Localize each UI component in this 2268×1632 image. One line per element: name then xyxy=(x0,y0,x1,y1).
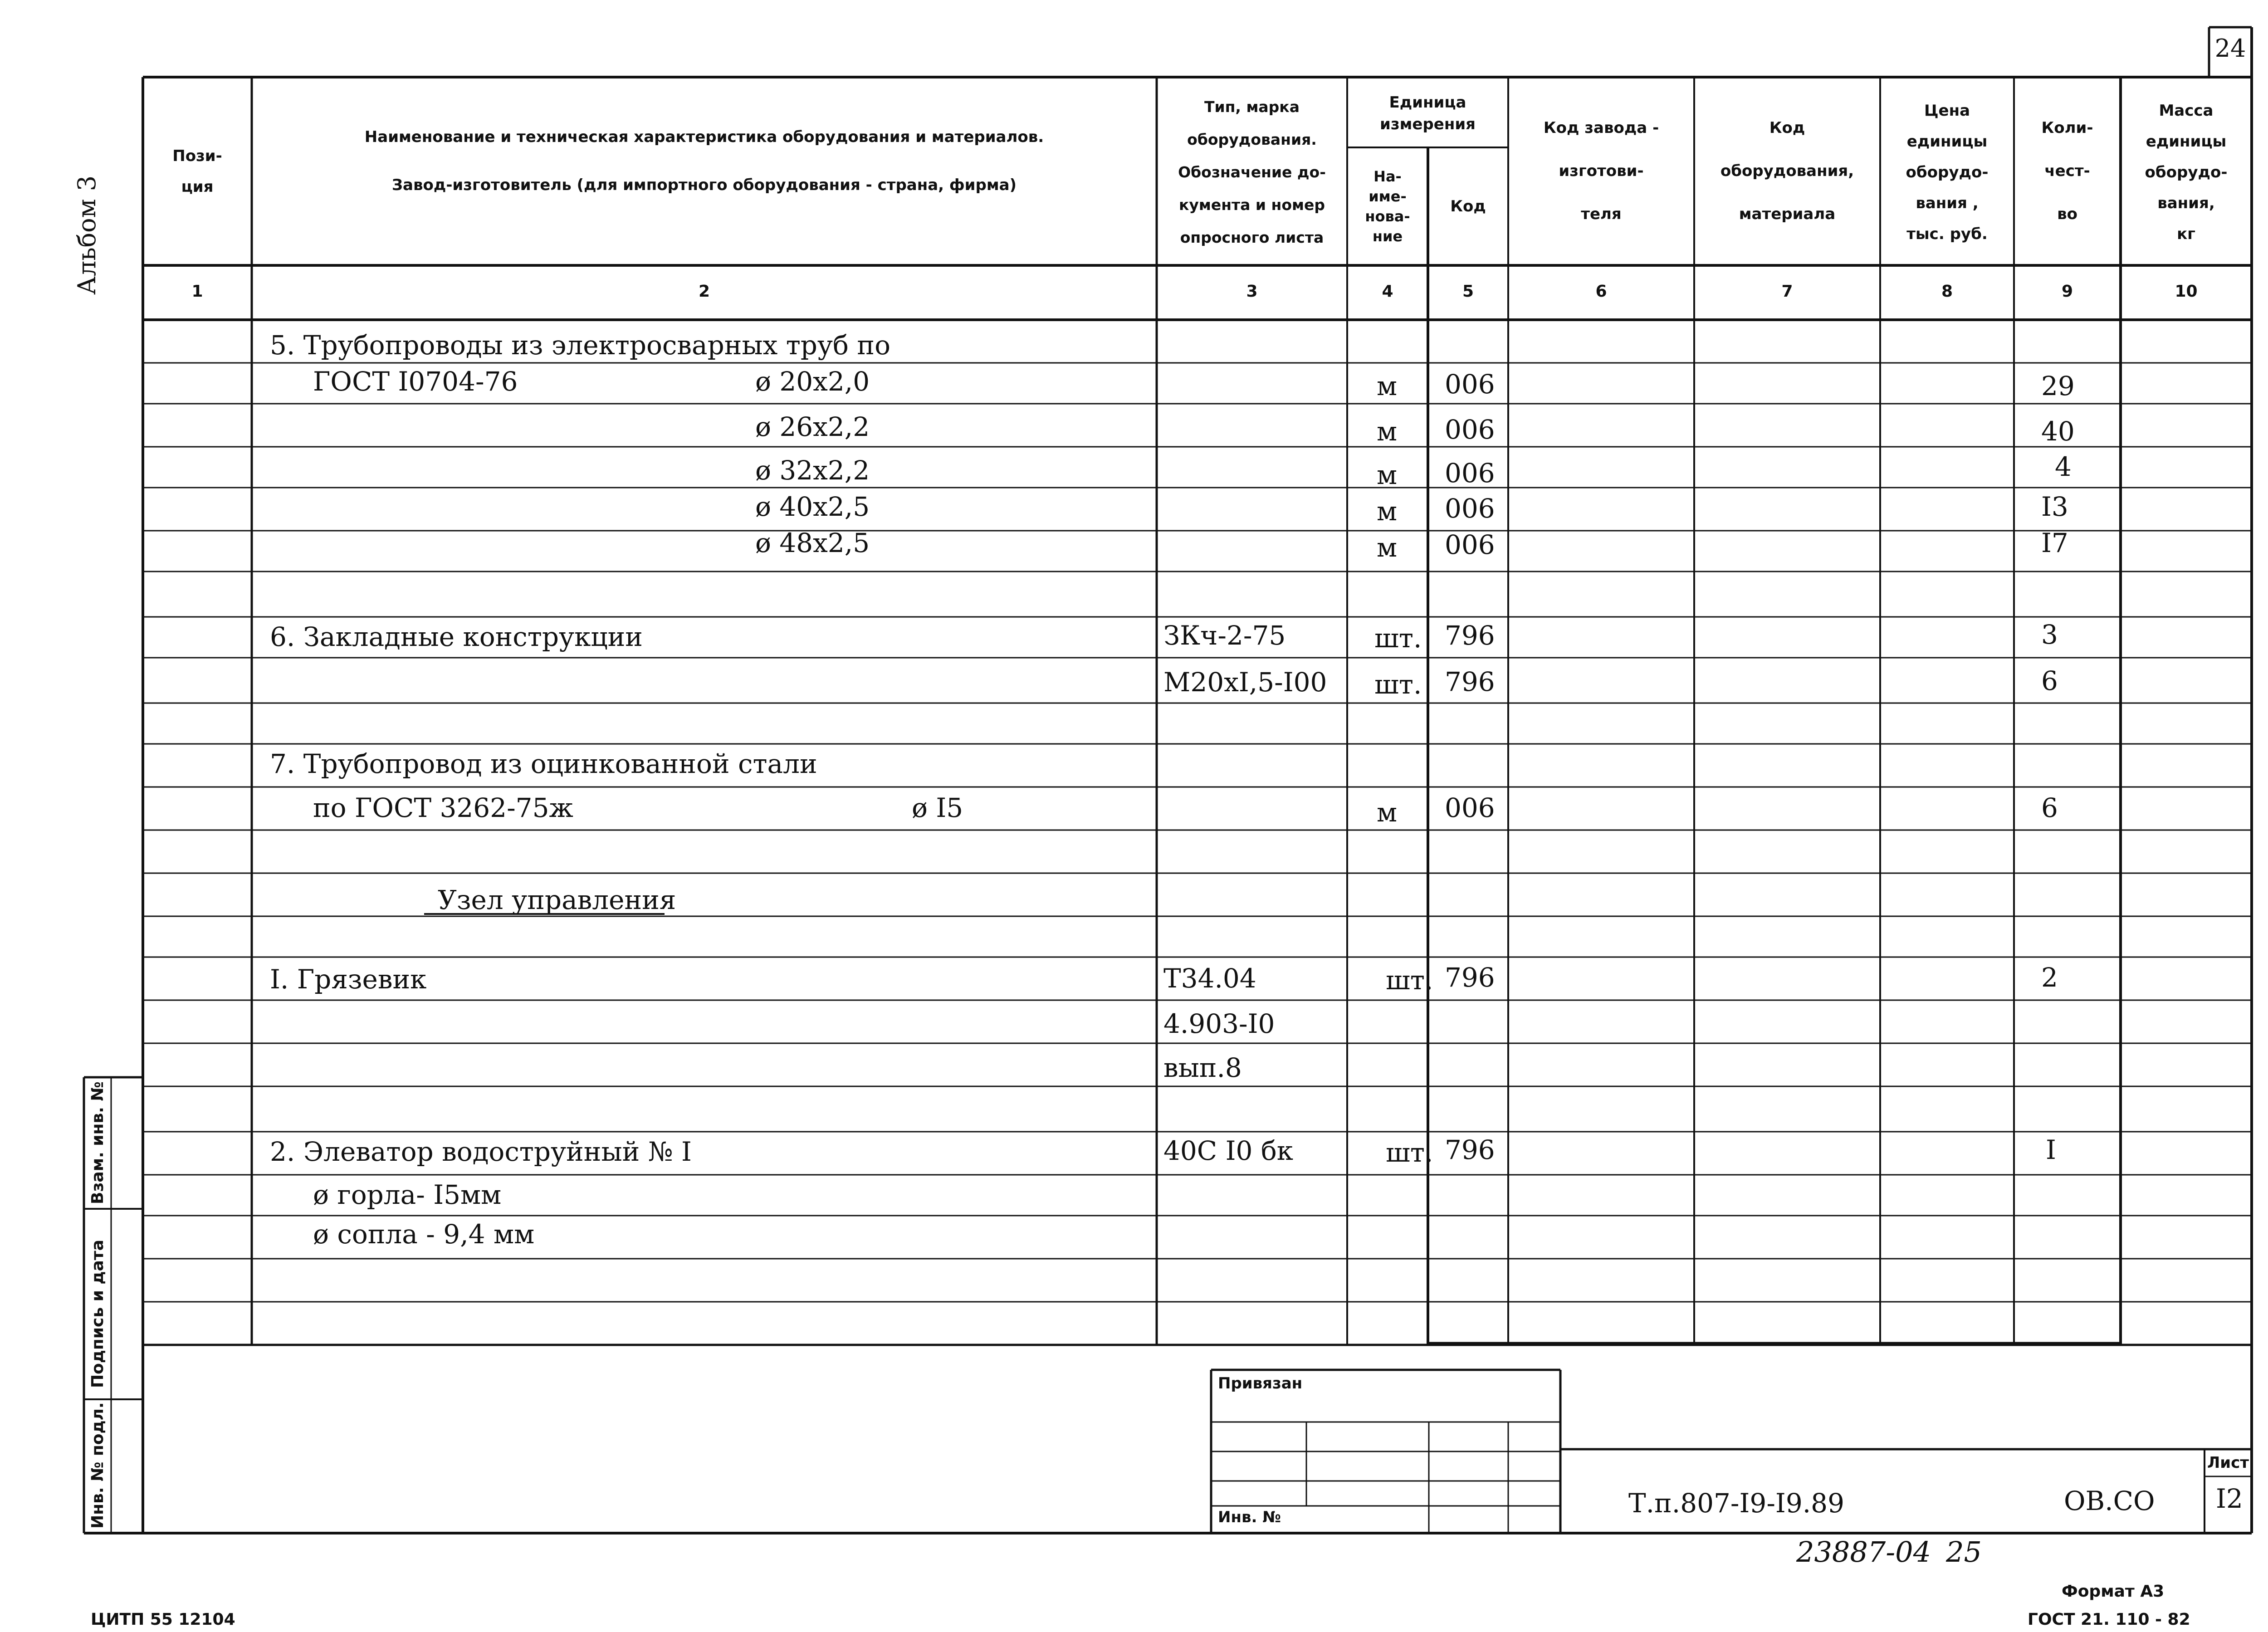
header-col7: Код оборудования, материала xyxy=(1720,119,1854,223)
stamp-inv: Инв. № подл. xyxy=(88,1402,107,1529)
row-type: Т34.04 xyxy=(1163,963,1256,994)
header-col2-line2: Завод-изготовитель (для импортного оборудования - страна, фирма) xyxy=(391,176,1017,194)
row-name: I. Грязевик xyxy=(270,964,427,995)
album-label: Альбом 3 xyxy=(73,175,101,295)
privyazan-label: Привязан xyxy=(1218,1374,1303,1393)
col-number: 4 xyxy=(1382,282,1393,301)
header-unit-group: Единица измерения xyxy=(1380,93,1476,133)
document-code: ОВ.СО xyxy=(2064,1485,2155,1516)
row-code: 796 xyxy=(1445,620,1495,651)
row-type: М20хI,5-I00 xyxy=(1163,667,1327,698)
row-name: 2. Элеватор водоструйный № I xyxy=(270,1136,692,1167)
list-number: I2 xyxy=(2216,1483,2243,1514)
row-type: 4.903-I0 xyxy=(1163,1008,1275,1039)
row-unit: м xyxy=(1377,416,1398,447)
header-col2-line1: Наименование и техническая характеристика оборудования и материалов. xyxy=(364,128,1044,146)
row-unit: м xyxy=(1377,532,1398,563)
row-qty: I xyxy=(2046,1134,2056,1165)
sheet-number-top: 24 xyxy=(2214,34,2246,63)
row-code: 796 xyxy=(1445,1134,1495,1165)
handwritten-number: 23887-04 xyxy=(1796,1535,1931,1568)
row-qty: 3 xyxy=(2041,619,2058,650)
row-qty: 6 xyxy=(2041,792,2058,823)
row-type: 40С I0 бк xyxy=(1163,1135,1294,1166)
row-qty: 40 xyxy=(2041,416,2075,447)
row-name: 6. Закладные конструкции xyxy=(270,621,643,652)
row-code: 006 xyxy=(1445,792,1495,823)
row-name: ГОСТ I0704-76 xyxy=(313,366,518,397)
row-unit: м xyxy=(1377,797,1398,828)
row-spec: ø 20х2,0 xyxy=(755,366,870,397)
header-col4: На- име- нова- ние xyxy=(1365,168,1410,245)
list-label: Лист xyxy=(2207,1454,2249,1472)
row-spec: ø 32х2,2 xyxy=(755,455,870,486)
row-name: 5. Трубопроводы из электросварных труб по xyxy=(270,330,890,361)
row-qty: I3 xyxy=(2041,491,2068,522)
row-unit: м xyxy=(1377,459,1398,490)
row-qty: 29 xyxy=(2041,371,2075,401)
row-qty: 2 xyxy=(2041,962,2058,993)
col-number: 10 xyxy=(2175,282,2198,301)
col-number: 3 xyxy=(1246,282,1258,301)
inv-no-label: Инв. № xyxy=(1218,1508,1281,1526)
header-col3: Тип, марка оборудования. Обозначение до- кумента и номер опросного листа xyxy=(1178,98,1326,246)
col-number: 8 xyxy=(1941,282,1953,301)
row-name: по ГОСТ 3262-75ж xyxy=(313,792,573,823)
row-unit: шт. xyxy=(1386,1137,1433,1168)
header-col6: Код завода - изготови- теля xyxy=(1543,119,1659,223)
row-unit: м xyxy=(1377,496,1398,527)
bottom-left-code: ЦИТП 55 12104 xyxy=(91,1610,235,1629)
row-code: 006 xyxy=(1445,369,1495,400)
col-number: 1 xyxy=(191,282,203,301)
header-col8: Цена единицы оборудо- вания , тыс. руб. xyxy=(1906,102,1989,243)
header-col5: Код xyxy=(1450,197,1486,215)
format-label: Формат А3 xyxy=(2062,1582,2165,1601)
row-spec: ø 40х2,5 xyxy=(755,491,870,522)
row-code: 796 xyxy=(1445,666,1495,697)
row-spec: ø I5 xyxy=(912,792,963,823)
handwritten-page: 25 xyxy=(1946,1535,1982,1568)
section-heading: Узел управления xyxy=(438,884,676,915)
row-code: 006 xyxy=(1445,458,1495,489)
stamp-podpis: Подпись и дата xyxy=(88,1240,107,1388)
row-spec: ø 26х2,2 xyxy=(755,411,870,442)
document-designation: Т.п.807-I9-I9.89 xyxy=(1628,1488,1844,1519)
col-number: 5 xyxy=(1462,282,1474,301)
row-name: ø сопла - 9,4 мм xyxy=(313,1219,535,1250)
row-spec: ø 48х2,5 xyxy=(755,528,870,558)
row-qty: 6 xyxy=(2041,665,2058,696)
row-code: 006 xyxy=(1445,529,1495,560)
row-unit: шт. xyxy=(1374,623,1422,654)
row-code: 006 xyxy=(1445,493,1495,524)
col-number: 7 xyxy=(1781,282,1793,301)
col-number: 9 xyxy=(2061,282,2073,301)
row-code: 006 xyxy=(1445,414,1495,445)
header-col9: Коли- чест- во xyxy=(2041,119,2093,223)
row-unit: шт. xyxy=(1386,965,1433,996)
row-unit: шт. xyxy=(1374,669,1422,700)
row-type: вып.8 xyxy=(1163,1052,1242,1083)
row-name: 7. Трубопровод из оцинкованной стали xyxy=(270,748,817,779)
header-col1: Пози- ция xyxy=(172,147,222,196)
header-col10: Масса единицы оборудо- вания, кг xyxy=(2145,102,2228,243)
row-qty: I7 xyxy=(2041,528,2068,558)
col-number: 6 xyxy=(1595,282,1607,301)
row-unit: м xyxy=(1377,371,1398,401)
col-number: 2 xyxy=(698,282,710,301)
row-code: 796 xyxy=(1445,962,1495,993)
row-qty: 4 xyxy=(2055,451,2072,482)
gost-label: ГОСТ 21. 110 - 82 xyxy=(2028,1610,2190,1629)
stamp-vzam: Взам. инв. № xyxy=(88,1081,107,1204)
row-name: ø горла- I5мм xyxy=(313,1179,502,1210)
row-type: ЗКч-2-75 xyxy=(1163,620,1286,651)
